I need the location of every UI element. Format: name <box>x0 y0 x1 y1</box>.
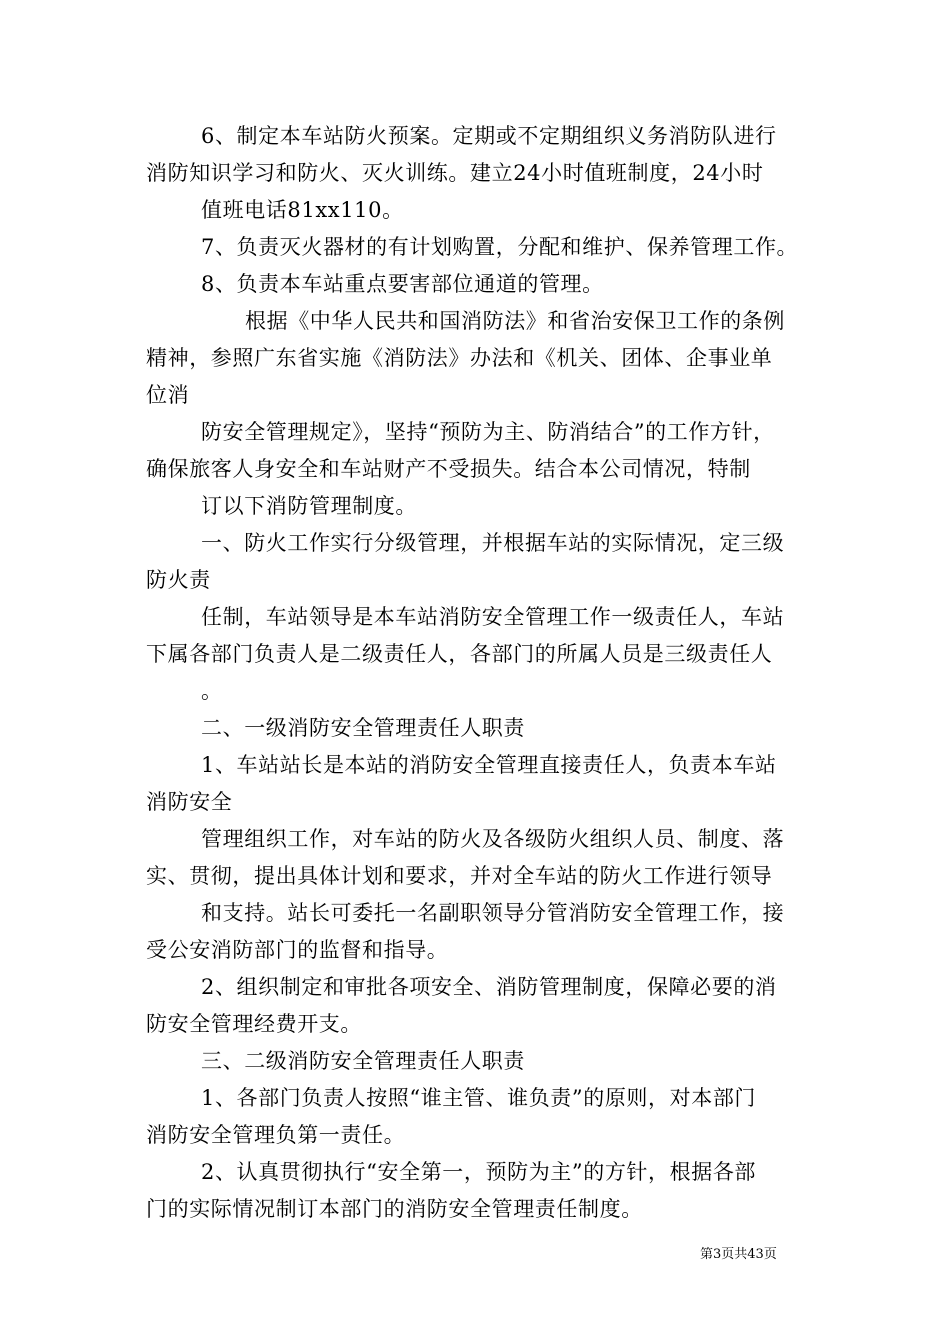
text-line: 1、车站站长是本站的消防安全管理直接责任人，负责本车站 <box>201 753 777 777</box>
text-line: 管理组织工作，对车站的防火及各级防火组织人员、制度、落 <box>201 827 785 851</box>
text-line: 8、负责本车站重点要害部位通道的管理。 <box>201 272 604 296</box>
text-line: 位消 <box>146 383 190 407</box>
text-line: 一、防火工作实行分级管理，并根据车站的实际情况，定三级 <box>201 531 785 555</box>
text-line: 值班电话81xx110。 <box>201 198 404 222</box>
text-line: 门的实际情况制订本部门的消防安全管理责任制度。 <box>146 1197 643 1221</box>
text-line: 下属各部门负责人是二级责任人，各部门的所属人员是三级责任人 <box>146 642 773 666</box>
text-line: 和支持。站长可委托一名副职领导分管消防安全管理工作，接 <box>201 901 785 925</box>
text-line: 防火责 <box>146 568 211 592</box>
text-line: 防安全管理规定》，坚持“预防为主、防消结合”的工作方针， <box>201 420 775 444</box>
page-number: 第3页共43页 <box>700 1247 777 1262</box>
text-line: 根据《中华人民共和国消防法》和省治安保卫工作的条例 <box>245 309 785 333</box>
text-line: 消防安全 <box>146 790 233 814</box>
text-line: 确保旅客人身安全和车站财产不受损失。结合本公司情况，特制 <box>146 457 751 481</box>
text-line: 订以下消防管理制度。 <box>201 494 417 518</box>
text-line: 6、制定本车站防火预案。定期或不定期组织义务消防队进行 <box>201 124 777 148</box>
text-line: 防安全管理经费开支。 <box>146 1012 362 1036</box>
text-line: 消防安全管理负第一责任。 <box>146 1123 406 1147</box>
text-line: 2、组织制定和审批各项安全、消防管理制度，保障必要的消 <box>201 975 777 999</box>
text-line: 三、二级消防安全管理责任人职责 <box>201 1049 525 1073</box>
text-line: 精神，参照广东省实施《消防法》办法和《机关、团体、企事业单 <box>146 346 773 370</box>
text-line: 受公安消防部门的监督和指导。 <box>146 938 449 962</box>
text-line: 2、认真贯彻执行“安全第一，预防为主”的方针，根据各部 <box>201 1160 757 1184</box>
text-line: 1、各部门负责人按照“谁主管、谁负责”的原则，对本部门 <box>201 1086 757 1110</box>
text-line: 二、一级消防安全管理责任人职责 <box>201 716 525 740</box>
text-line: 消防知识学习和防火、灭火训练。建立24小时值班制度，24小时 <box>146 161 764 185</box>
text-line: 任制，车站领导是本车站消防安全管理工作一级责任人，车站 <box>201 605 785 629</box>
text-line: 实、贯彻，提出具体计划和要求，并对全车站的防火工作进行领导 <box>146 864 773 888</box>
text-line: 7、负责灭火器材的有计划购置，分配和维护、保养管理工作。 <box>201 235 799 259</box>
text-line: 。 <box>201 679 223 703</box>
